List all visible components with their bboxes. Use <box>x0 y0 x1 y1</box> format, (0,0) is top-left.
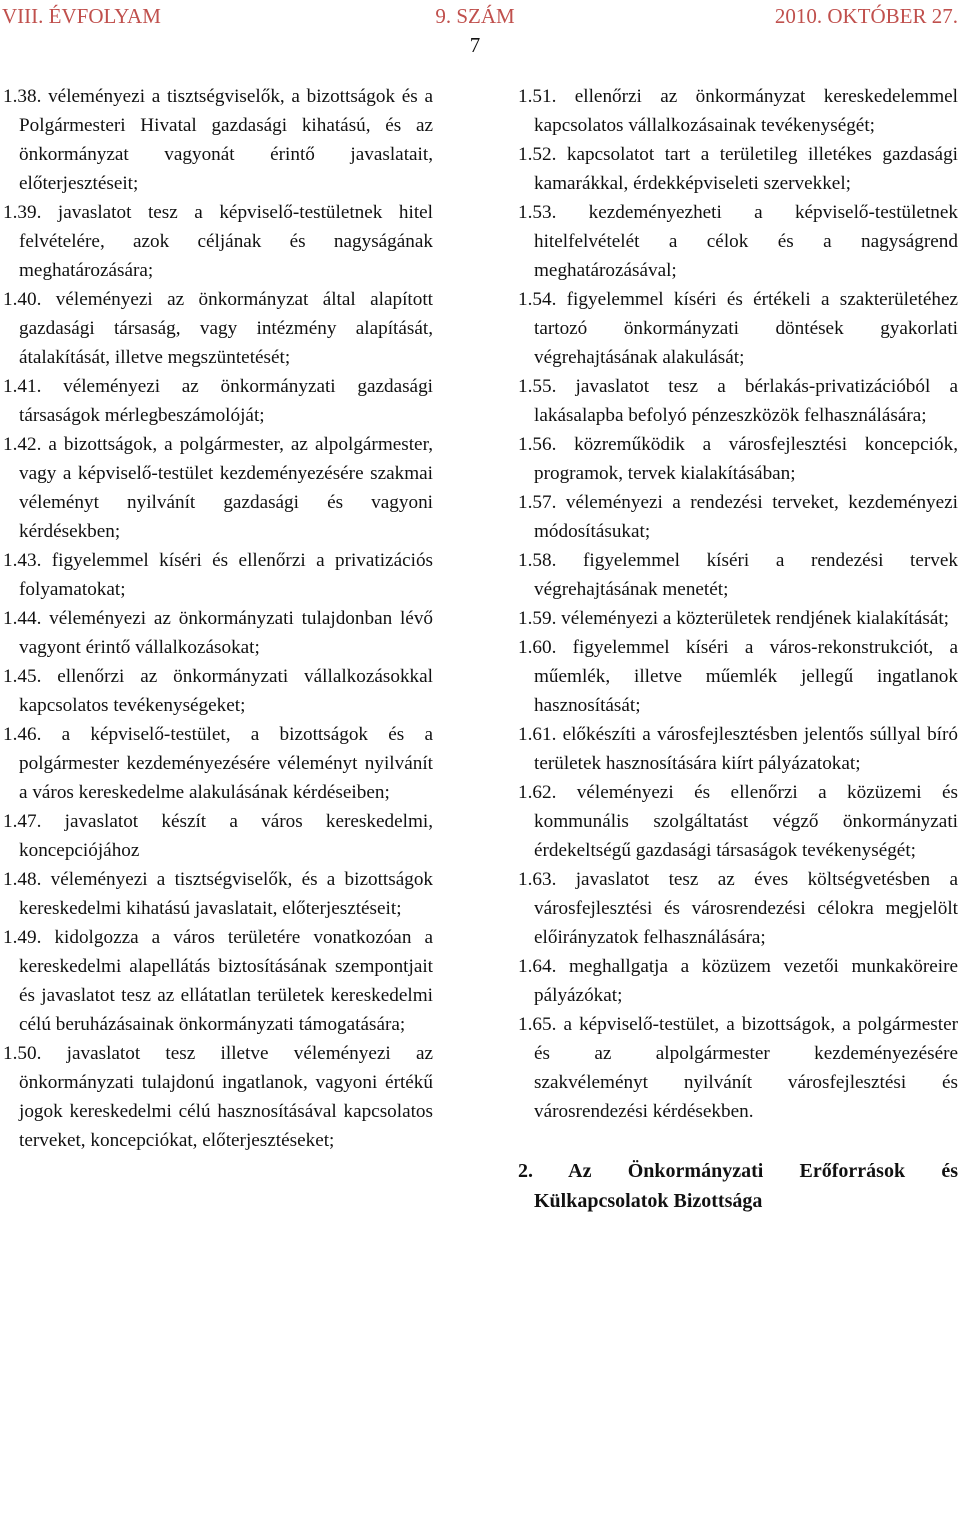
item-text: a bizottságok, a polgármester, az alpolgármester, vagy a képviselő-testület kezdeményezésére szakmai véleményt nyilvánít gazdasági és vagyoni kérdésekben; <box>19 434 433 542</box>
item-number: 1.47. <box>3 811 42 832</box>
item-number: 1.63. <box>518 869 557 890</box>
item-number: 1.58. <box>518 550 557 571</box>
item-number: 1.57. <box>518 492 557 513</box>
issue-label: 9. SZÁM <box>435 4 515 28</box>
item-text: ellenőrzi az önkormányzat kereskedelemmel kapcsolatos vállalkozásainak tevékenységét; <box>534 86 959 136</box>
list-item <box>3 546 433 604</box>
item-number: 1.43. <box>3 550 42 571</box>
list-item <box>3 198 433 285</box>
item-text: véleményezi az önkormányzati gazdasági társaságok mérlegbeszámolóját; <box>19 376 434 426</box>
list-item <box>3 430 433 546</box>
item-number: 1.65. <box>518 1014 557 1035</box>
list-item <box>3 662 433 720</box>
item-text: kapcsolatot tart a területileg illetékes gazdasági kamarákkal, érdekképviseleti szervekkel; <box>534 144 959 194</box>
list-item <box>518 865 958 952</box>
item-number: 1.55. <box>518 376 557 397</box>
item-text: javaslatot tesz illetve véleményezi az önkormányzati tulajdonú ingatlanok, vagyoni értékű jogok kereskedelmi célú hasznosításával kapcsolatos terveket, koncepciókat, előterjesztéseket; <box>19 1043 433 1151</box>
list-item <box>3 604 433 662</box>
item-number: 1.46. <box>3 724 42 745</box>
list-item <box>518 430 958 488</box>
list-item <box>518 198 958 285</box>
date-label: 2010. OKTÓBER 27. <box>774 4 958 28</box>
item-text: figyelemmel kíséri a város-rekonstrukciót, a műemlék, illetve műemlék jellegű ingatlanok hasznosítását; <box>534 637 958 716</box>
item-text: közreműködik a városfejlesztési koncepciók, programok, tervek kialakításában; <box>534 434 958 484</box>
list-item <box>3 1039 433 1155</box>
item-number: 1.45. <box>3 666 42 687</box>
section-number: 2. <box>518 1160 533 1182</box>
item-text: figyelemmel kíséri és értékeli a szakterületéhez tartozó önkormányzati döntések gyakorlati végrehajtásának alakulását; <box>534 289 958 368</box>
item-number: 1.38. <box>3 86 42 107</box>
section-title: Az Önkormányzati Erőforrások és Külkapcsolatok Bizottsága <box>534 1160 958 1212</box>
item-text: meghallgatja a közüzem vezetői munkaköreire pályázókat; <box>534 956 958 1006</box>
item-number: 1.56. <box>518 434 557 455</box>
item-text: kidolgozza a város területére vonatkozóan a kereskedelmi alapellátás biztosításának szempontjait és javaslatot tesz az ellátatlan területek kereskedelmi célú beruházásainak önkormányzati támogatására; <box>19 927 433 1035</box>
item-number: 1.53. <box>518 202 557 223</box>
item-text: javaslatot tesz a bérlakás-privatizációból a lakásalapba befolyó pénzeszközök felhasználására; <box>534 376 958 426</box>
item-number: 1.64. <box>518 956 557 977</box>
item-text: kezdeményezheti a képviselő-testületnek hitelfelvételét a célok és a nagyságrend meghatározásával; <box>534 202 958 281</box>
list-item <box>3 372 433 430</box>
page-header <box>0 4 960 64</box>
item-text: javaslatot tesz a képviselő-testületnek hitel felvételére, azok céljának és nagyságának meghatározására; <box>19 202 434 281</box>
item-text: véleményezi a tisztségviselők, és a bizottságok kereskedelmi kihatású javaslatait, előterjesztéseit; <box>19 869 434 919</box>
item-number: 1.61. <box>518 724 557 745</box>
list-item <box>3 82 433 198</box>
right-column-items <box>518 82 958 1126</box>
section-heading <box>518 1156 958 1216</box>
right-column <box>518 82 958 1216</box>
item-number: 1.52. <box>518 144 557 165</box>
item-text: véleményezi a közterületek rendjének kialakítását; <box>561 608 949 629</box>
list-item <box>518 952 958 1010</box>
item-number: 1.41. <box>3 376 42 397</box>
list-item <box>3 923 433 1039</box>
item-number: 1.44. <box>3 608 42 629</box>
list-item <box>518 778 958 865</box>
item-text: ellenőrzi az önkormányzati vállalkozásokkal kapcsolatos tevékenységeket; <box>19 666 433 716</box>
item-number: 1.42. <box>3 434 42 455</box>
list-item <box>518 82 958 140</box>
item-text: a képviselő-testület, a bizottságok, a polgármester és az alpolgármester kezdeményezésére szakvéleményt nyilvánít városfejlesztési és városrendezési kérdésekben. <box>534 1014 958 1122</box>
list-item <box>518 372 958 430</box>
list-item <box>3 865 433 923</box>
item-number: 1.59. <box>518 608 557 629</box>
item-text: véleményezi az önkormányzati tulajdonban lévő vagyont érintő vállalkozásokat; <box>19 608 434 658</box>
item-text: véleményezi a rendezési terveket, kezdeményezi módosításukat; <box>534 492 958 542</box>
list-item <box>518 633 958 720</box>
item-number: 1.54. <box>518 289 557 310</box>
item-number: 1.40. <box>3 289 42 310</box>
item-text: figyelemmel kíséri a rendezési tervek végrehajtásának menetét; <box>534 550 958 600</box>
list-item <box>518 604 958 633</box>
list-item <box>518 1010 958 1126</box>
item-text: figyelemmel kíséri és ellenőrzi a privatizációs folyamatokat; <box>19 550 434 600</box>
list-item <box>518 546 958 604</box>
item-number: 1.60. <box>518 637 557 658</box>
list-item <box>3 807 433 865</box>
volume-label: VIII. ÉVFOLYAM <box>2 4 161 28</box>
item-number: 1.62. <box>518 782 557 803</box>
list-item <box>518 720 958 778</box>
page-number: 7 <box>469 33 481 57</box>
list-item <box>518 140 958 198</box>
item-text: véleményezi a tisztségviselők, a bizottságok és a Polgármesteri Hivatal gazdasági kihatású, és az önkormányzat vagyonát érintő javaslatait, előterjesztéseit; <box>19 86 433 194</box>
item-text: a képviselő-testület, a bizottságok és a polgármester kezdeményezésére véleményt nyilvánít a város kereskedelme alakulásának kérdéseiben; <box>19 724 433 803</box>
item-number: 1.50. <box>3 1043 42 1064</box>
list-item <box>3 285 433 372</box>
item-number: 1.48. <box>3 869 42 890</box>
list-item <box>518 488 958 546</box>
list-item <box>3 720 433 807</box>
item-number: 1.39. <box>3 202 42 223</box>
item-number: 1.51. <box>518 86 557 107</box>
list-item <box>518 285 958 372</box>
left-column <box>3 82 433 1155</box>
item-number: 1.49. <box>3 927 42 948</box>
item-text: véleményezi és ellenőrzi a közüzemi és kommunális szolgáltatást végző önkormányzati érdekeltségű gazdasági társaságok tevékenységét; <box>534 782 959 861</box>
item-text: javaslatot tesz az éves költségvetésben a városfejlesztési és városrendezési célokra megjelölt előirányzatok felhasználására; <box>534 869 958 948</box>
item-text: véleményezi az önkormányzat által alapított gazdasági társaság, vagy intézmény alapítását, átalakítását, illetve megszüntetését; <box>19 289 434 368</box>
item-text: javaslatot készít a város kereskedelmi, koncepciójához <box>19 811 433 861</box>
item-text: előkészíti a városfejlesztésben jelentős súllyal bíró területek hasznosítására kiírt pályázatokat; <box>534 724 958 774</box>
